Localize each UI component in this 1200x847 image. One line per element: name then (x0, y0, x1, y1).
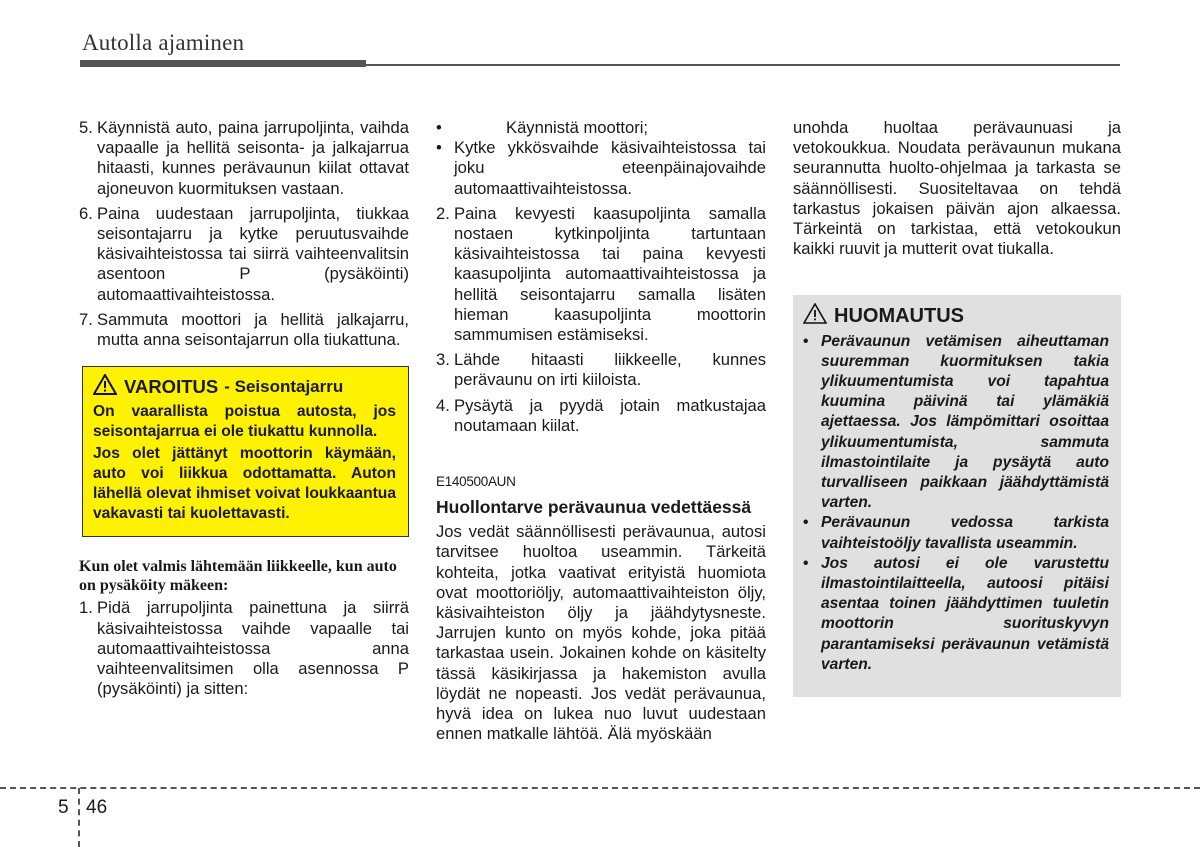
caution-box (793, 295, 1121, 697)
warning-subtitle: - Seisontajarru (224, 376, 344, 396)
bullet-dot: • (803, 514, 809, 532)
bullet-dot: • (436, 138, 442, 158)
bullet-text: Käynnistä moottori; (506, 118, 649, 137)
warning-paragraph-1: On vaarallista poistua autosta, jos seisontajarrua ei ole tiukattu kunnolla. (93, 403, 396, 441)
caution-item-text: Jos autosi ei ole varustettu ilmastointilaitteella, autoosi pitäisi asentaa toinen jäähdyttimen tuuletin moottorin suorituskyvyn parantamiseksi perävaunun vetämistä varten. (821, 554, 1109, 673)
step-text: Pysäytä ja pyydä jotain matkustajaa noutamaan kiilat. (454, 395, 766, 435)
step-6 (79, 204, 409, 305)
step-number: 4. (436, 395, 450, 415)
step-text: Käynnistä auto, paina jarrupoljinta, vaihda vapaalle ja hellitä seisonta- ja jalkajarrua hitaasti, kunnes perävaunun kiilat ottavat ajoneuvon kuormituksen vastaan. (97, 118, 409, 198)
step-number: 7. (79, 309, 93, 329)
footer-dashed-rule (0, 787, 1200, 789)
warning-triangle-icon (93, 374, 117, 399)
caution-item-text: Perävaunun vedossa tarkista vaihteistoöljy tavallista useammin. (821, 514, 1109, 552)
step-text: Sammuta moottori ja hellitä jalkajarru, mutta anna seisontajarrun olla tiukattuna. (97, 309, 409, 350)
column-1 (79, 118, 409, 704)
caution-item (803, 513, 1109, 553)
step-text: Paina uudestaan jarrupoljinta, tiukkaa seisontajarru ja kytke peruutusvaihde käsivaihteistossa tai siirrä vaihteenvalitsin asentoon P (pysäköinti) automaattivaihteistossa. (97, 203, 409, 304)
caution-item (803, 332, 1109, 514)
caution-item (803, 554, 1109, 675)
bullet-dot: • (803, 332, 809, 350)
section-number: 5 (58, 797, 69, 818)
step-1 (79, 598, 409, 699)
step-number: 2. (436, 203, 450, 223)
footer-dashed-divider (78, 788, 80, 847)
page-number: 46 (86, 797, 108, 818)
caution-title (803, 303, 1109, 328)
step-text: Lähde hitaasti liikkeelle, kunnes perävaunu on irti kiiloista. (454, 350, 766, 390)
caution-item-text: Perävaunun vetämisen aiheuttaman suuremman kuormituksen takia ylikuumentumista voi tapahtua kuumina päivinä tai ylämäkiä ajettaessa. Jos lämpömittari osoittaa ylikuumentumista, sammuta ilmastointilaite ja pysäytä auto turvalliseen paikkaan jäähdyttämistä varten. (821, 332, 1109, 512)
subheading: Kun olet valmis lähtemään liikkeelle, kun auto on pysäköity mäkeen: (79, 558, 397, 595)
section-code: E140500AUN (436, 474, 516, 490)
column-2 (436, 118, 766, 744)
step-number: 5. (79, 118, 93, 137)
step-2 (436, 204, 766, 345)
bullet-item (436, 118, 766, 138)
header-bar (80, 60, 366, 67)
bullet-dot: • (803, 554, 809, 572)
caution-title-text: HUOMAUTUS (834, 304, 964, 327)
step-5 (79, 118, 409, 199)
bullet-item (436, 138, 766, 199)
section-heading: Huollontarve perävaunua vedettäessä (436, 497, 752, 518)
continued-body: unohda huoltaa perävaunuasi ja vetokoukkua. Noudata perävaunun mukana seurannutta huolto-ohjelmaa ja tarkasta se säännöllisesti. Suositeltavaa on tehdä tarkastus jokaisen päivän ajon alkaessa. Tärkeintä on tarkistaa, että vetokoukun kaikki ruuvit ja mutterit ovat tiukalla. (793, 118, 1121, 259)
step-4 (436, 396, 766, 436)
header-title: Autolla ajaminen (82, 30, 245, 55)
step-3 (436, 350, 766, 390)
header-rule (366, 64, 1120, 66)
step-7 (79, 310, 409, 350)
section-body: Jos vedät säännöllisesti perävaunua, autosi tarvitsee huoltoa useammin. Tärkeitä kohteita, jotka vaativat erityistä huomiota ovat moottoriöljy, automaattivaihteiston öljy, käsivaihteiston öljy ja jäähdytysneste. Jarrujen kunto on myös kohde, joka pitää tarkastaa usein. Jokainen kohde on käsitelty tässä käsikirjassa ja hakemiston avulla löydät ne nopeasti. Jos vedät perävaunua, hyvä idea on lukea nuo luvut uudestaan ennen matkalle lähtöä. Älä myöskään (436, 522, 766, 744)
bullet-dot: • (436, 118, 442, 137)
step-text: Paina kevyesti kaasupoljinta samalla nostaen kytkinpoljinta tartuntaan käsivaihteistossa tai paina kevyesti kaasupoljinta automaattivaihteistossa ja hellitä seisontajarru samalla lisäten hieman kaasupoljinta moottorin sammumisen estämiseksi. (454, 203, 766, 345)
warning-box (82, 366, 409, 537)
bullet-text: Kytke ykkösvaihde käsivaihteistossa tai joku eteenpäinajovaihde automaattivaihteistossa. (454, 138, 766, 198)
warning-paragraph-2: Jos olet jättänyt moottorin käymään, auto voi liikkua odottamatta. Auton lähellä olevat ihmiset voivat loukkaantua vakavasti tai kuolettavasti. (93, 445, 396, 523)
step-number: 3. (436, 350, 450, 370)
step-number: 1. (79, 598, 93, 618)
caution-triangle-icon (803, 303, 827, 328)
step-text: Pidä jarrupoljinta painettuna ja siirrä käsivaihteistossa vaihde vapaalle tai automaattivaihteistossa anna vaihteenvalitsimen olla asennossa P (pysäköinti) ja sitten: (97, 598, 409, 699)
step-number: 6. (79, 203, 93, 223)
warning-title (93, 374, 396, 399)
warning-title-text: VAROITUS (124, 375, 219, 397)
column-3 (793, 118, 1121, 697)
warning-body (93, 402, 396, 524)
